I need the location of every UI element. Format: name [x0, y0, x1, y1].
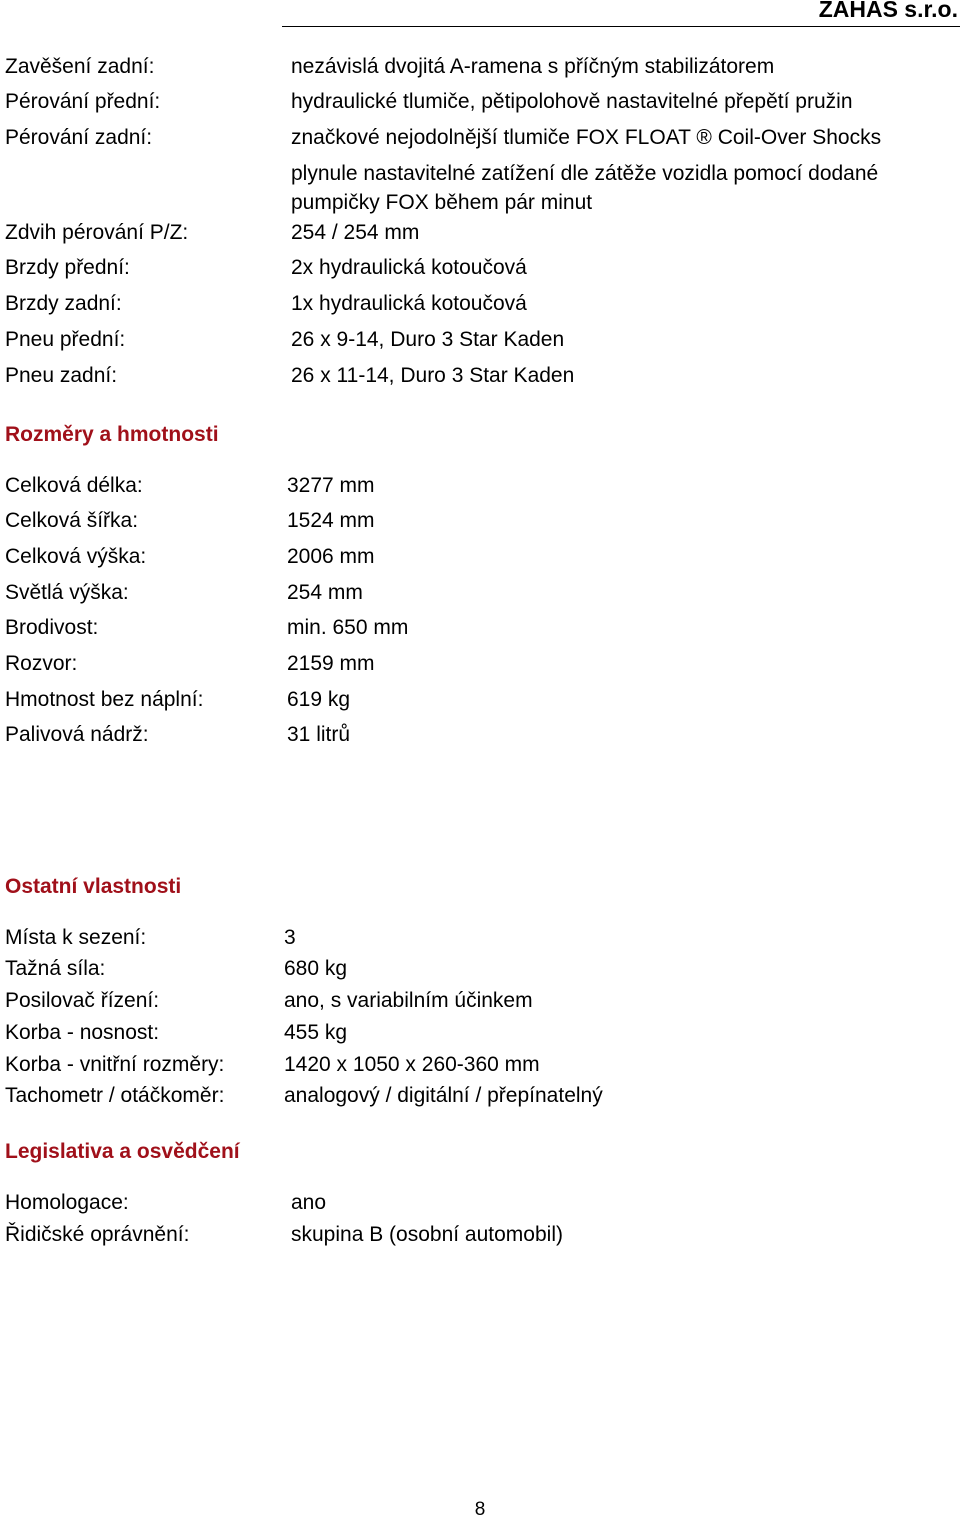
spec-label: Pérování zadní:	[5, 126, 153, 149]
spec-label: Pneu přední:	[5, 328, 126, 351]
section-title-other: Ostatní vlastnosti	[5, 875, 182, 898]
spec-value: 254 / 254 mm	[291, 221, 420, 244]
spec-value: 31 litrů	[287, 723, 351, 746]
spec-label: Řidičské oprávnění:	[5, 1223, 190, 1246]
spec-value-line: plynule nastavitelné zatížení dle zátěže vozidla pomocí dodané	[291, 162, 879, 185]
spec-label: Posilovač řízení:	[5, 989, 160, 1012]
spec-value: 2159 mm	[287, 652, 375, 675]
spec-label: Brzdy zadní:	[5, 292, 122, 315]
spec-label: Celková šířka:	[5, 509, 139, 532]
spec-label: Brzdy přední:	[5, 256, 130, 279]
spec-label: Zavěšení zadní:	[5, 55, 155, 78]
spec-label: Korba - vnitřní rozměry:	[5, 1053, 225, 1076]
spec-value: ano	[291, 1191, 327, 1214]
spec-value: 254 mm	[287, 581, 363, 604]
spec-label: Hmotnost bez náplní:	[5, 688, 204, 711]
spec-value-line: pumpičky FOX během pár minut	[291, 191, 593, 214]
section-title-legislation: Legislativa a osvědčení	[5, 1140, 240, 1163]
spec-label: Brodivost:	[5, 616, 99, 639]
spec-label: Korba - nosnost:	[5, 1021, 160, 1044]
spec-value: skupina B (osobní automobil)	[291, 1223, 563, 1246]
spec-value: min. 650 mm	[287, 616, 409, 639]
spec-value: hydraulické tlumiče, pětipolohově nastavitelné přepětí pružin	[291, 90, 853, 113]
spec-value: analogový / digitální / přepínatelný	[284, 1084, 603, 1107]
spec-value: 2x hydraulická kotoučová	[291, 256, 527, 279]
company-name: ZAHAS s.r.o.	[818, 0, 958, 22]
spec-value: 1x hydraulická kotoučová	[291, 292, 527, 315]
spec-value: 3	[284, 926, 296, 949]
spec-value: 680 kg	[284, 957, 348, 980]
spec-value: 455 kg	[284, 1021, 348, 1044]
section-title-dimensions: Rozměry a hmotnosti	[5, 423, 219, 446]
spec-value: 3277 mm	[287, 474, 375, 497]
spec-label: Pérování přední:	[5, 90, 161, 113]
spec-value: ano, s variabilním účinkem	[284, 989, 533, 1012]
spec-value: 1524 mm	[287, 509, 375, 532]
spec-value: 26 x 11-14, Duro 3 Star Kaden	[291, 364, 575, 387]
spec-label: Celková výška:	[5, 545, 147, 568]
spec-value: 26 x 9-14, Duro 3 Star Kaden	[291, 328, 565, 351]
spec-label: Zdvih pérování P/Z:	[5, 221, 189, 244]
spec-label: Celková délka:	[5, 474, 143, 497]
header-rule	[282, 26, 960, 27]
spec-label: Palivová nádrž:	[5, 723, 149, 746]
spec-label: Pneu zadní:	[5, 364, 118, 387]
spec-label: Světlá výška:	[5, 581, 129, 604]
spec-value: 2006 mm	[287, 545, 375, 568]
spec-value: nezávislá dvojitá A-ramena s příčným stabilizátorem	[291, 55, 775, 78]
spec-label: Homologace:	[5, 1191, 129, 1214]
spec-value: 619 kg	[287, 688, 351, 711]
spec-value: značkové nejodolnější tlumiče FOX FLOAT ® Coil-Over Shocks	[291, 126, 882, 149]
spec-value: 1420 x 1050 x 260-360 mm	[284, 1053, 540, 1076]
spec-label: Rozvor:	[5, 652, 78, 675]
spec-label: Tažná síla:	[5, 957, 106, 980]
spec-label: Místa k sezení:	[5, 926, 147, 949]
spec-value-multiline	[291, 159, 878, 217]
spec-label: Tachometr / otáčkoměr:	[5, 1084, 225, 1107]
page-number: 8	[474, 1499, 486, 1520]
